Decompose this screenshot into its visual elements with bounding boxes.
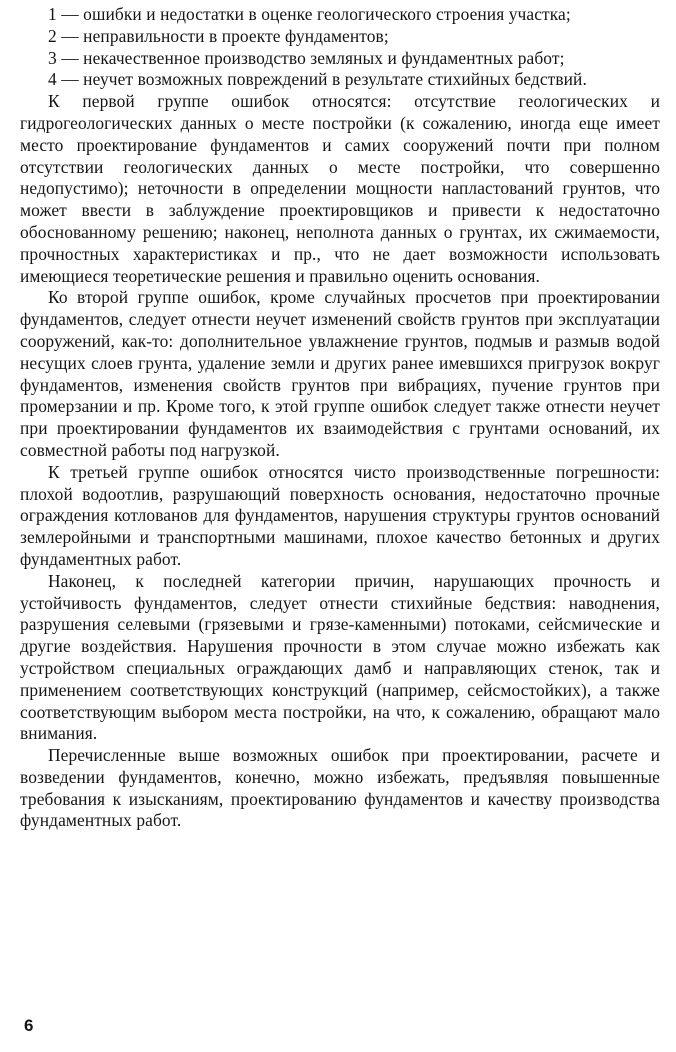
paragraph-third-group: К третьей группе ошибок относятся чисто производственные погрешности: плохой водоотлив, разрушающий поверхность основания, недостаточно прочные ограждения котлованов для фундаментов, нарушения структуры грунтов оснований землеройными и транспортными машинами, плохое качество бетонных и других фундаментных работ.	[20, 461, 660, 569]
list-item-4: 4 — неучет возможных повреждений в результате стихийных бедствий.	[48, 69, 587, 90]
page-text	[20, 0, 660, 832]
paragraph-conclusion: Перечисленные выше возможных ошибок при проектировании, расчете и возведении фундаментов, конечно, можно избежать, предъявляя повышенные требования к изысканиям, проектированию фундаментов и качеству производства фундаментных работ.	[20, 745, 660, 831]
page-number: 6	[24, 1016, 34, 1035]
paragraph-first-group: К первой группе ошибок относятся: отсутствие геологических и гидрогеологических данных о месте постройки (к сожалению, иногда еще имеет место проектирование фундаментов и самих сооружений почти при полном отсутствии геологических данных о месте постройки, что совершенно недопустимо); неточности в определении мощности напластований грунтов, что может ввести в заблуждение проектировщиков и привести к недостаточно обоснованному решению; наконец, неполнота данных о грунтах, их сжимаемости, прочностных характеристиках и пр., что не дает возможности использовать имеющиеся теоретические решения и правильно оценить основания.	[20, 91, 660, 286]
paragraph-second-group: Ко второй группе ошибок, кроме случайных просчетов при проектировании фундаментов, следует отнести неучет изменений свойств грунтов при эксплуатации сооружений, как-то: дополнительное увлажнение грунтов, подмыв и размыв водой несущих слоев грунта, удаление земли и других ранее имевшихся пригрузок вокруг фундаментов, изменения свойств грунтов при вибрациях, пучение грунтов при промерзании и пр. Кроме того, к этой группе ошибок следует также отнести неучет при проектировании фундаментов их взаимодействия с грунтами оснований, их совместной работы под нагрузкой.	[20, 287, 660, 460]
list-item-1: 1 — ошибки и недостатки в оценке геологического строения участка;	[48, 4, 571, 24]
list-item-3: 3 — некачественное производство земляных и фундаментных работ;	[48, 47, 565, 68]
paragraph-last-category: Наконец, к последней категории причин, нарушающих прочность и устойчивость фундаментов, следует отнести стихийные бедствия: наводнения, разрушения селевыми (грязевыми и грязе-каменными) потоками, сейсмические и другие воздействия. Нарушения прочности в этом случае можно избежать как устройством специальных ограждающих дамб и направляющих стенок, так и применением соответствующих конструкций (например, сейсмостойких), а также соответствующим выбором места постройки, на что, к сожалению, обращают мало внимания.	[20, 570, 660, 744]
list-item-2: 2 — неправильности в проекте фундаментов;	[48, 25, 389, 46]
